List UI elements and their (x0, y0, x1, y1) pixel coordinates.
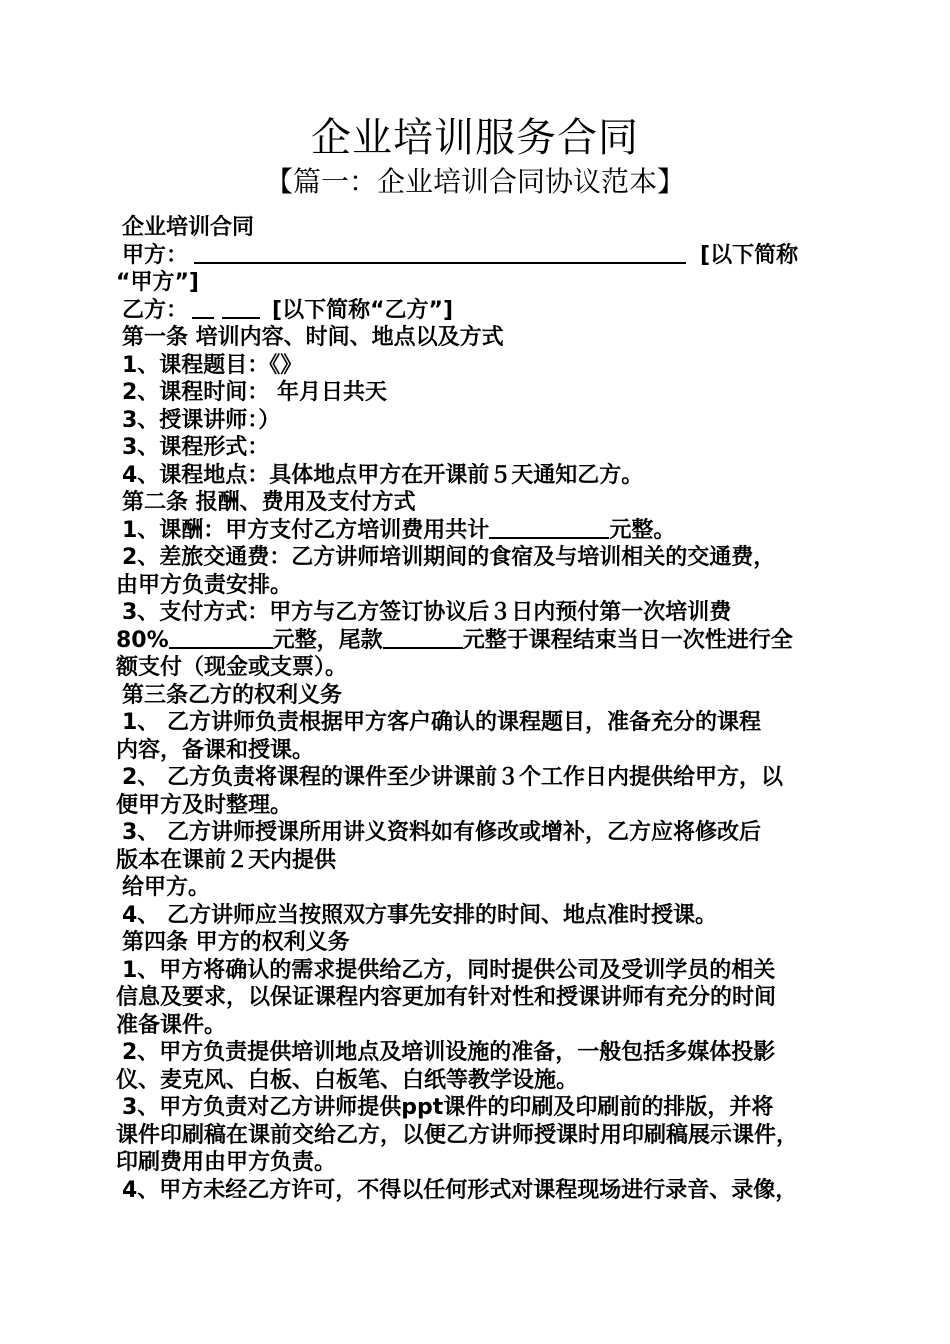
party-b-blank-1 (192, 297, 214, 319)
fee-text: 1、课酬：甲方支付乙方培训费用共计 (122, 517, 490, 543)
article-4-item-1: 1、甲方将确认的需求提供给乙方，同时提供公司及受训学员的相关 (122, 957, 776, 983)
payment-method-cont: 额支付（现金或支票）。 (116, 655, 348, 680)
article-3-item-3-cont-2: 给甲方。 (122, 875, 211, 900)
party-b-label: 乙方： (122, 297, 189, 323)
article-4-item-3-cont: 课件印刷稿在课前交给乙方，以便乙方讲师授课时用印刷稿展示课件， (116, 1122, 799, 1148)
party-a-alias-cont: “甲方”] (116, 270, 199, 295)
article-3-heading: 第三条乙方的权利义务 (122, 682, 343, 708)
payment-blank-1 (169, 627, 273, 649)
course-time-line: 2、课程时间： 年月日共天 (122, 380, 387, 405)
payment-balance-text: 元整于课程结束当日一次性进行全 (462, 627, 793, 653)
document-title: 企业培训服务合同 (311, 115, 639, 161)
travel-expense-line: 2、差旅交通费：乙方讲师培训期间的食宿及与培训相关的交通费， (122, 545, 776, 570)
article-4-heading: 第四条 甲方的权利义务 (122, 930, 350, 955)
article-4-item-1-cont: 信息及要求，以保证课程内容更加有针对性和授课讲师有充分的时间 (116, 985, 777, 1010)
payment-blank-2 (383, 627, 463, 649)
fee-blank (489, 517, 609, 539)
fee-suffix: 元整。 (609, 517, 676, 543)
course-title-line: 1、课程题目：《》 (122, 352, 303, 378)
article-4-item-2-cont: 仪、麦克风、白板、白板笔、白纸等教学设施。 (116, 1067, 579, 1093)
article-3-item-4: 4、 乙方讲师应当按照双方事先安排的时间、地点准时授课。 (122, 902, 717, 928)
payment-amount-line (116, 627, 846, 655)
article-3-item-1: 1、 乙方讲师负责根据甲方客户确认的课程题目，准备充分的课程 (122, 710, 761, 735)
article-4-item-3: 3、甲方负责对乙方讲师提供ppt课件的印刷及印刷前的排版，并将 (122, 1095, 774, 1120)
article-3-item-1-cont: 内容，备课和授课。 (116, 737, 315, 763)
travel-expense-cont: 由甲方负责安排。 (116, 572, 293, 598)
article-3-item-2-cont: 便甲方及时整理。 (116, 792, 293, 818)
article-4-item-1-cont-2: 准备课件。 (116, 1012, 227, 1038)
course-location-line: 4、课程地点：具体地点甲方在开课前５天通知乙方。 (122, 462, 644, 488)
payment-balance-label: 元整，尾款 (272, 627, 383, 653)
course-lecturer-line: 3、授课讲师：） (122, 407, 281, 433)
article-2-heading: 第二条 报酬、费用及支付方式 (122, 490, 416, 515)
article-3-item-2: 2、 乙方负责将课程的课件至少讲课前３个工作日内提供给甲方，以 (122, 765, 783, 790)
party-a-alias: [以下简称 (700, 242, 799, 268)
party-a-line (116, 242, 846, 270)
party-b-blank-2 (222, 297, 260, 319)
payment-line: 3、支付方式：甲方与乙方签订协议后３日内预付第一次培训费 (122, 600, 732, 625)
party-a-label: 甲方： (122, 242, 189, 268)
contract-heading: 企业培训合同 (122, 215, 255, 240)
payment-percent: 80% (116, 627, 169, 653)
article-4-item-4: 4、甲方未经乙方许可，不得以任何形式对课程现场进行录音、录像， (122, 1177, 798, 1203)
article-4-item-2: 2、甲方负责提供培训地点及培训设施的准备，一般包括多媒体投影 (122, 1040, 776, 1065)
fee-line (116, 517, 846, 545)
party-a-blank (194, 242, 686, 264)
document-subtitle: 【篇一：企业培训合同协议范本】 (264, 165, 685, 198)
party-b-alias: [以下简称“乙方”] (272, 297, 454, 323)
article-3-item-3: 3、 乙方讲师授课所用讲义资料如有修改或增补，乙方应将修改后 (122, 820, 761, 845)
course-format-line: 3、课程形式： (122, 435, 270, 460)
article-3-item-3-cont: 版本在课前２天内提供 (116, 847, 337, 873)
contract-body (116, 214, 846, 1204)
article-4-item-3-cont-2: 印刷费用由甲方负责。 (116, 1150, 337, 1175)
party-b-line (116, 297, 846, 325)
article-1-heading: 第一条 培训内容、时间、地点以及方式 (122, 325, 504, 350)
